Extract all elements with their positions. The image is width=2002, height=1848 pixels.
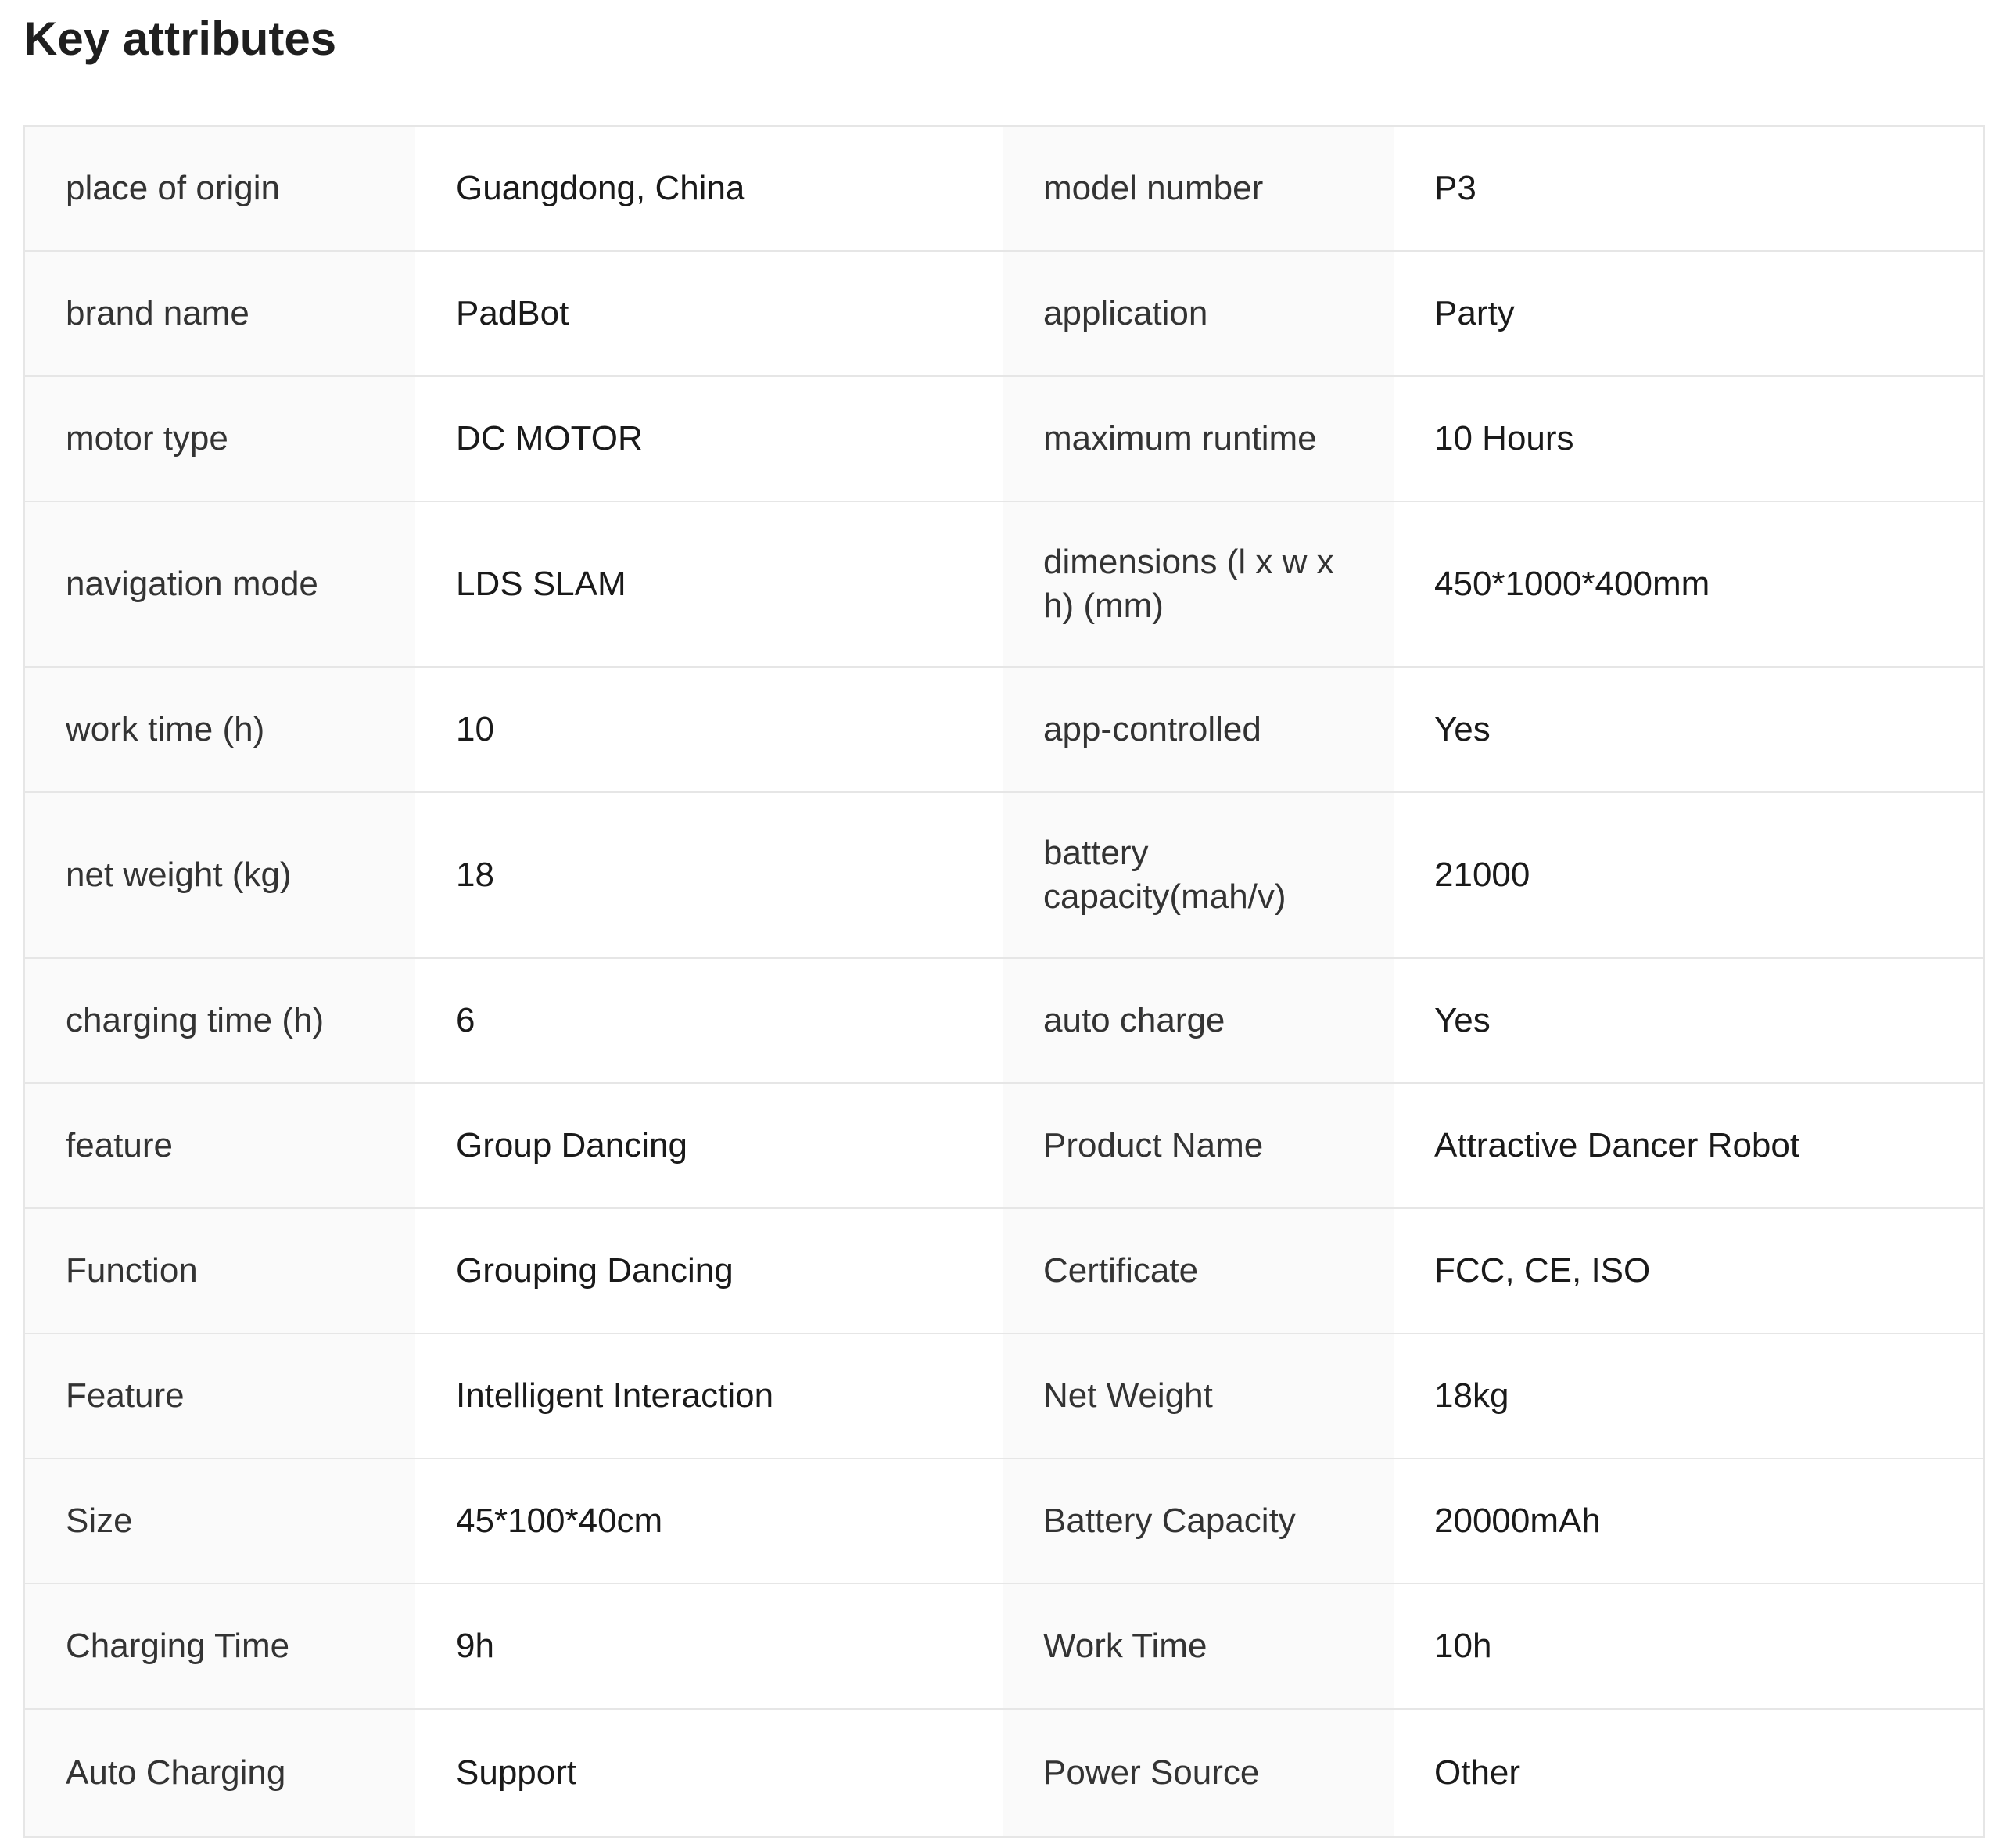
table-row [24,1083,1984,1208]
attribute-value: Attractive Dancer Robot [1394,1083,1984,1208]
attribute-label: Function [24,1208,415,1333]
attribute-value: 6 [415,958,1003,1083]
attribute-value: 450*1000*400mm [1394,501,1984,667]
attribute-label: battery capacity(mah/v) [1003,792,1394,958]
table-row [24,1584,1984,1709]
attribute-label: Certificate [1003,1208,1394,1333]
attribute-label: Auto Charging [24,1709,415,1837]
attribute-value: LDS SLAM [415,501,1003,667]
attribute-value: Other [1394,1709,1984,1837]
attribute-label: Product Name [1003,1083,1394,1208]
attribute-value: 20000mAh [1394,1459,1984,1584]
attribute-value: 10h [1394,1584,1984,1709]
attribute-value: Party [1394,251,1984,376]
table-row [24,1709,1984,1837]
attribute-value: Support [415,1709,1003,1837]
attribute-label: maximum runtime [1003,376,1394,501]
attribute-value: 18 [415,792,1003,958]
attribute-value: DC MOTOR [415,376,1003,501]
attribute-label: charging time (h) [24,958,415,1083]
attribute-value: PadBot [415,251,1003,376]
table-row [24,501,1984,667]
table-row [24,667,1984,792]
attribute-value: 10 Hours [1394,376,1984,501]
attribute-label: navigation mode [24,501,415,667]
attribute-label: place of origin [24,126,415,251]
attribute-value: Yes [1394,958,1984,1083]
attribute-label: Charging Time [24,1584,415,1709]
attribute-label: work time (h) [24,667,415,792]
table-row [24,376,1984,501]
attribute-label: Power Source [1003,1709,1394,1837]
attribute-label: motor type [24,376,415,501]
attribute-value: Grouping Dancing [415,1208,1003,1333]
table-row [24,792,1984,958]
attribute-value: P3 [1394,126,1984,251]
table-row [24,1208,1984,1333]
attribute-label: Size [24,1459,415,1584]
attribute-label: Feature [24,1333,415,1459]
attribute-label: app-controlled [1003,667,1394,792]
attribute-label: model number [1003,126,1394,251]
attribute-value: 21000 [1394,792,1984,958]
attribute-value: 18kg [1394,1333,1984,1459]
attribute-label: dimensions (l x w x h) (mm) [1003,501,1394,667]
table-row [24,1459,1984,1584]
attributes-table [23,125,1985,1838]
attribute-label: net weight (kg) [24,792,415,958]
attribute-value: 45*100*40cm [415,1459,1003,1584]
table-row [24,1333,1984,1459]
attribute-label: Battery Capacity [1003,1459,1394,1584]
attribute-value: Group Dancing [415,1083,1003,1208]
table-row [24,251,1984,376]
attribute-value: 9h [415,1584,1003,1709]
table-row [24,958,1984,1083]
attribute-label: Work Time [1003,1584,1394,1709]
attribute-label: auto charge [1003,958,1394,1083]
attribute-value: FCC, CE, ISO [1394,1208,1984,1333]
attribute-value: Intelligent Interaction [415,1333,1003,1459]
table-row [24,126,1984,251]
page-title: Key attributes [23,13,337,65]
attribute-value: 10 [415,667,1003,792]
attribute-label: brand name [24,251,415,376]
attribute-value: Guangdong, China [415,126,1003,251]
attribute-value: Yes [1394,667,1984,792]
attribute-label: Net Weight [1003,1333,1394,1459]
attribute-label: feature [24,1083,415,1208]
attribute-label: application [1003,251,1394,376]
